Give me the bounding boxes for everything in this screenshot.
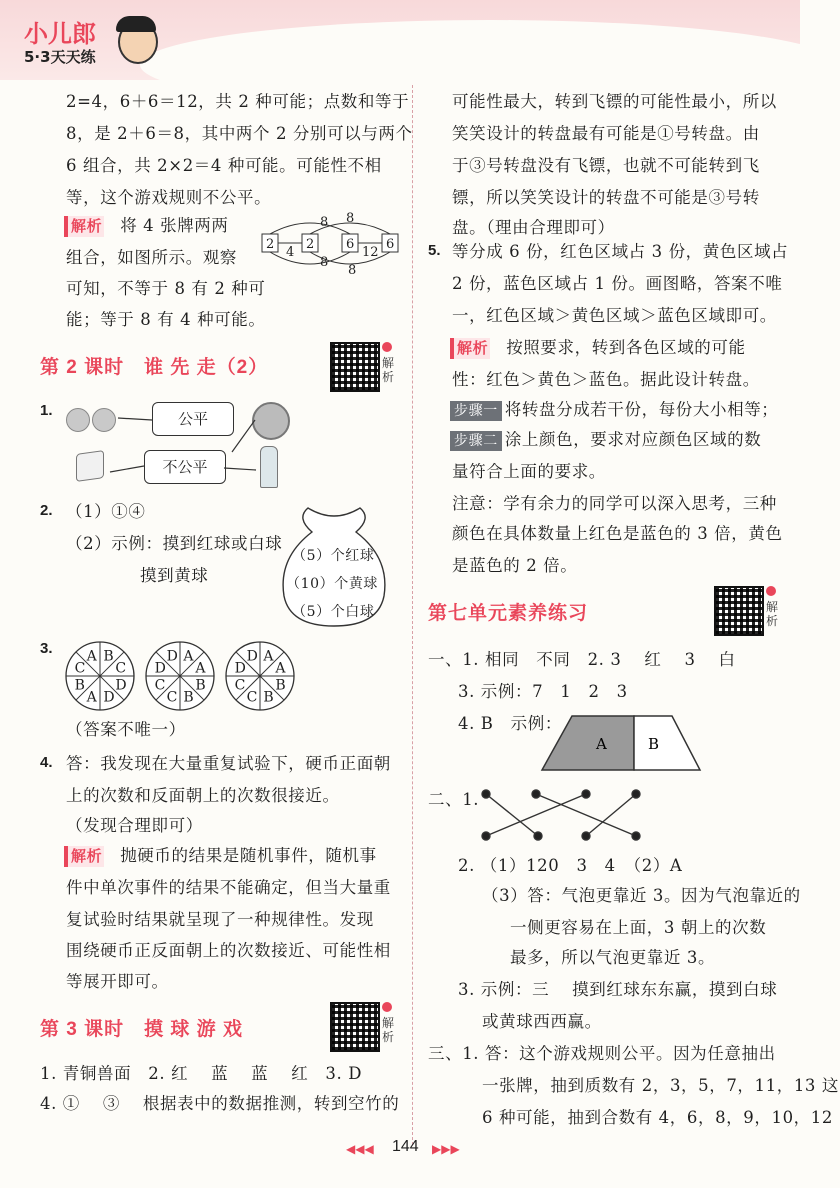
analysis-text: 围绕硬币正反面朝上的次数接近、可能性相 bbox=[66, 941, 391, 960]
spinner-sector-label: B bbox=[183, 689, 194, 706]
analysis-row bbox=[64, 846, 377, 867]
spinner-sector-label: D bbox=[103, 689, 115, 706]
analysis-text: 将 4 张牌两两 bbox=[120, 216, 229, 235]
spinner-sector-label: B bbox=[103, 648, 114, 665]
analysis-row bbox=[64, 216, 229, 237]
dot bbox=[582, 790, 590, 798]
spinner-sector-label: A bbox=[86, 689, 97, 706]
answer-text: 于③号转盘没有飞镖，也就不可能转到飞 bbox=[452, 156, 760, 175]
answer-text: 4. ① ③ 根据表中的数据推测，转到空竹的 bbox=[40, 1094, 400, 1113]
answer-text: 答：我发现在大量重复试验下，硬币正面朝 bbox=[66, 754, 391, 773]
spinner-sector-label: C bbox=[115, 660, 127, 677]
analysis-label: 解析 bbox=[457, 340, 489, 357]
brand-logo: 小儿郎 bbox=[24, 21, 96, 48]
pair-sum: 8 bbox=[320, 255, 329, 270]
spinner-sector-label: D bbox=[166, 648, 178, 665]
answer-text: 最多，所以气泡更靠近 3。 bbox=[510, 948, 716, 967]
answer-text: 或黄球西西赢。 bbox=[482, 1012, 602, 1031]
answer-text: 镖，所以笑笑设计的转盘不可能是③号转 bbox=[452, 188, 760, 207]
qr-code-icon[interactable] bbox=[330, 1002, 380, 1052]
analysis-label: 解析 bbox=[71, 848, 103, 865]
card-value: 6 bbox=[386, 237, 395, 252]
step-text: 涂上颜色，要求对应颜色区域的数 bbox=[504, 430, 762, 449]
qr-label: 解析 bbox=[766, 600, 779, 628]
intro-line: 等，这个游戏规则不公平。 bbox=[66, 188, 272, 207]
answer-text: 4. B 示例： bbox=[458, 714, 562, 733]
dot bbox=[632, 790, 640, 798]
step-row bbox=[450, 430, 761, 451]
trapezoid-part-b bbox=[634, 716, 700, 770]
answer-text: 盘。（理由合理即可） bbox=[452, 218, 615, 237]
analysis-text: 性：红色＞黄色＞蓝色。据此设计转盘。 bbox=[452, 370, 760, 389]
analysis-text: 复试验时结果就呈现了一种规律性。发现 bbox=[66, 910, 374, 929]
answer-text: 等分成 6 份，红色区域占 3 份，黄色区域占 bbox=[452, 242, 789, 261]
answer-text: 3. 示例：三 摸到红球东东赢，摸到白球 bbox=[458, 980, 778, 999]
spinner-sector-label: A bbox=[86, 648, 97, 665]
spinner-sector-label: C bbox=[246, 689, 258, 706]
step-2-label: 步骤二 bbox=[450, 431, 502, 451]
cards-pairing-diagram bbox=[258, 210, 408, 280]
qr-code-icon[interactable] bbox=[714, 586, 764, 636]
answer-text: 2. （1）120 3 4 （2）A bbox=[458, 856, 683, 875]
coin-icon bbox=[66, 408, 90, 432]
spinner-sector-label: A bbox=[183, 648, 194, 665]
spinner-sector-label: C bbox=[234, 677, 246, 694]
part-a-label: A bbox=[596, 735, 607, 753]
qr-code-icon[interactable] bbox=[330, 342, 380, 392]
dot bbox=[482, 790, 490, 798]
unfair-box: 不公平 bbox=[144, 450, 226, 484]
card-value: 2 bbox=[266, 237, 275, 252]
dot-matching-lines bbox=[478, 784, 648, 844]
spinner-sector-label: A bbox=[263, 648, 274, 665]
dot bbox=[482, 832, 490, 840]
answer-text: 上的次数和反面朝上的次数很接近。 bbox=[66, 786, 340, 805]
lesson-2-title: 第 2 课时 谁 先 走（2） bbox=[40, 357, 269, 378]
answer-text: 6 种可能，抽到合数有 4，6，8，9，10，12 bbox=[482, 1108, 833, 1127]
qr-label: 解析 bbox=[382, 356, 395, 384]
spinner-sector-label: C bbox=[74, 660, 86, 677]
bag-item: （5）个红球 bbox=[292, 548, 375, 564]
answer-text: 可能性最大，转到飞镖的可能性最小，所以 bbox=[452, 92, 777, 111]
spinner-sector-label: C bbox=[154, 677, 166, 694]
answer-text: 3. 示例：7 1 2 3 bbox=[458, 682, 628, 701]
dot bbox=[582, 832, 590, 840]
answer-text: 2 份，蓝色区域占 1 份。画图略，答案不唯 bbox=[452, 274, 783, 293]
next-arrows-icon: ▶▶▶ bbox=[432, 1142, 460, 1156]
note-text: 是蓝色的 2 倍。 bbox=[452, 556, 578, 575]
analysis-row bbox=[450, 338, 746, 359]
analysis-text: 等展开即可。 bbox=[66, 972, 169, 991]
brand-sub: 5·3天天练 bbox=[24, 48, 96, 66]
spinner-sector-label: D bbox=[115, 677, 127, 694]
pair-sum: 8 bbox=[320, 215, 329, 230]
answer-text: 三、1. 答：这个游戏规则公平。因为任意抽出 bbox=[428, 1044, 776, 1063]
question-number: 4. bbox=[40, 754, 53, 771]
dot bbox=[534, 832, 542, 840]
spinner-sector-label: D bbox=[246, 648, 258, 665]
answer-text: 一，红色区域＞黄色区域＞蓝色区域即可。 bbox=[452, 306, 777, 325]
step-text: 量符合上面的要求。 bbox=[452, 462, 606, 481]
question-number: 5. bbox=[428, 242, 441, 259]
analysis-text: 能；等于 8 有 4 种可能。 bbox=[66, 310, 266, 329]
question-number: 2. bbox=[40, 502, 53, 519]
section-label: 二、1. bbox=[428, 790, 480, 809]
note-text: 注意：学有余力的同学可以深入思考，三种 bbox=[452, 494, 777, 513]
mascot-hair-icon bbox=[116, 16, 156, 32]
intro-line: 2=4，6＋6＝12，共 2 种可能；点数和等于 bbox=[66, 92, 410, 111]
trapezoid-figure bbox=[540, 712, 704, 774]
answer-text: 笑笑设计的转盘最有可能是①号转盘。由 bbox=[452, 124, 760, 143]
play-icon bbox=[382, 1002, 392, 1012]
analysis-text: 件中单次事件的结果不能确定，但当大量重 bbox=[66, 878, 391, 897]
answer-text: 一侧更容易在上面，3 朝上的次数 bbox=[510, 918, 767, 937]
qr-label: 解析 bbox=[382, 1016, 395, 1044]
prev-arrows-icon: ◀◀◀ bbox=[346, 1142, 374, 1156]
spinner-sector-label: B bbox=[195, 677, 206, 694]
analysis-text: 按照要求，转到各色区域的可能 bbox=[506, 338, 746, 357]
answer-text: （1）①④ bbox=[66, 502, 146, 521]
page-number: 144 bbox=[392, 1138, 419, 1155]
answer-text: 一、1. 相同 不同 2. 3 红 3 白 bbox=[428, 650, 736, 669]
analysis-label: 解析 bbox=[71, 218, 103, 235]
pair-sum: 12 bbox=[362, 245, 379, 260]
spinner-sector-label: D bbox=[234, 660, 246, 677]
fair-box: 公平 bbox=[152, 402, 234, 436]
unit-7-title: 第七单元素养练习 bbox=[428, 603, 589, 624]
play-icon bbox=[766, 586, 776, 596]
dot bbox=[532, 790, 540, 798]
intro-line: 6 组合，共 2×2＝4 种可能。可能性不相 bbox=[66, 156, 382, 175]
spinner-sector-label: B bbox=[74, 677, 85, 694]
spinners-group bbox=[64, 638, 290, 714]
dice-icon bbox=[76, 450, 104, 482]
answer-text: 1. 青铜兽面 2. 红 蓝 蓝 红 3. D bbox=[40, 1064, 363, 1083]
lesson-3-title: 第 3 课时 摸 球 游 戏 bbox=[40, 1019, 243, 1040]
trapezoid-part-a bbox=[542, 716, 634, 770]
note-text: 颜色在具体数量上红色是蓝色的 3 倍，黄色 bbox=[452, 524, 783, 543]
play-icon bbox=[382, 342, 392, 352]
analysis-text: 可知，不等于 8 有 2 种可 bbox=[66, 279, 266, 298]
column-divider bbox=[412, 85, 414, 1145]
dot bbox=[632, 832, 640, 840]
part-b-label: B bbox=[648, 735, 660, 753]
spinner-sector-label: A bbox=[195, 660, 206, 677]
step-1-label: 步骤一 bbox=[450, 401, 502, 421]
question-number: 1. bbox=[40, 402, 53, 419]
step-text: 将转盘分成若干份，每份大小相等； bbox=[504, 400, 779, 419]
analysis-text: 组合，如图所示。观察 bbox=[66, 248, 237, 267]
pair-sum: 4 bbox=[286, 245, 295, 260]
bag-item: （5）个白球 bbox=[292, 604, 375, 620]
analysis-text: 抛硬币的结果是随机事件，随机事 bbox=[120, 846, 377, 865]
step-row bbox=[450, 400, 778, 421]
pair-sum: 8 bbox=[346, 211, 355, 226]
spinner-sector-label: D bbox=[154, 660, 166, 677]
pair-sum: 8 bbox=[348, 263, 357, 278]
question-number: 3. bbox=[40, 640, 53, 657]
answer-text: 一张牌，抽到质数有 2，3，5，7，11，13 这 bbox=[482, 1076, 839, 1095]
matching-lines bbox=[110, 400, 270, 490]
answer-text: （发现合理即可） bbox=[66, 816, 203, 835]
answer-text: （3）答：气泡更靠近 3。因为气泡靠近的 bbox=[482, 886, 801, 905]
card-value: 6 bbox=[346, 237, 355, 252]
spinner-sector-label: A bbox=[275, 660, 286, 677]
intro-line: 8，是 2＋6＝8，其中两个 2 分别可以与两个 bbox=[66, 124, 413, 143]
spinner-sector-label: B bbox=[275, 677, 286, 694]
answer-text: 摸到黄球 bbox=[140, 566, 209, 585]
spinner-sector-label: C bbox=[166, 689, 178, 706]
answer-note: （答案不唯一） bbox=[66, 720, 186, 739]
bag-item: （10）个黄球 bbox=[286, 576, 379, 592]
answer-text: （2）示例：摸到红球或白球 bbox=[66, 534, 283, 553]
card-value: 2 bbox=[306, 237, 315, 252]
spinner-sector-label: B bbox=[263, 689, 274, 706]
